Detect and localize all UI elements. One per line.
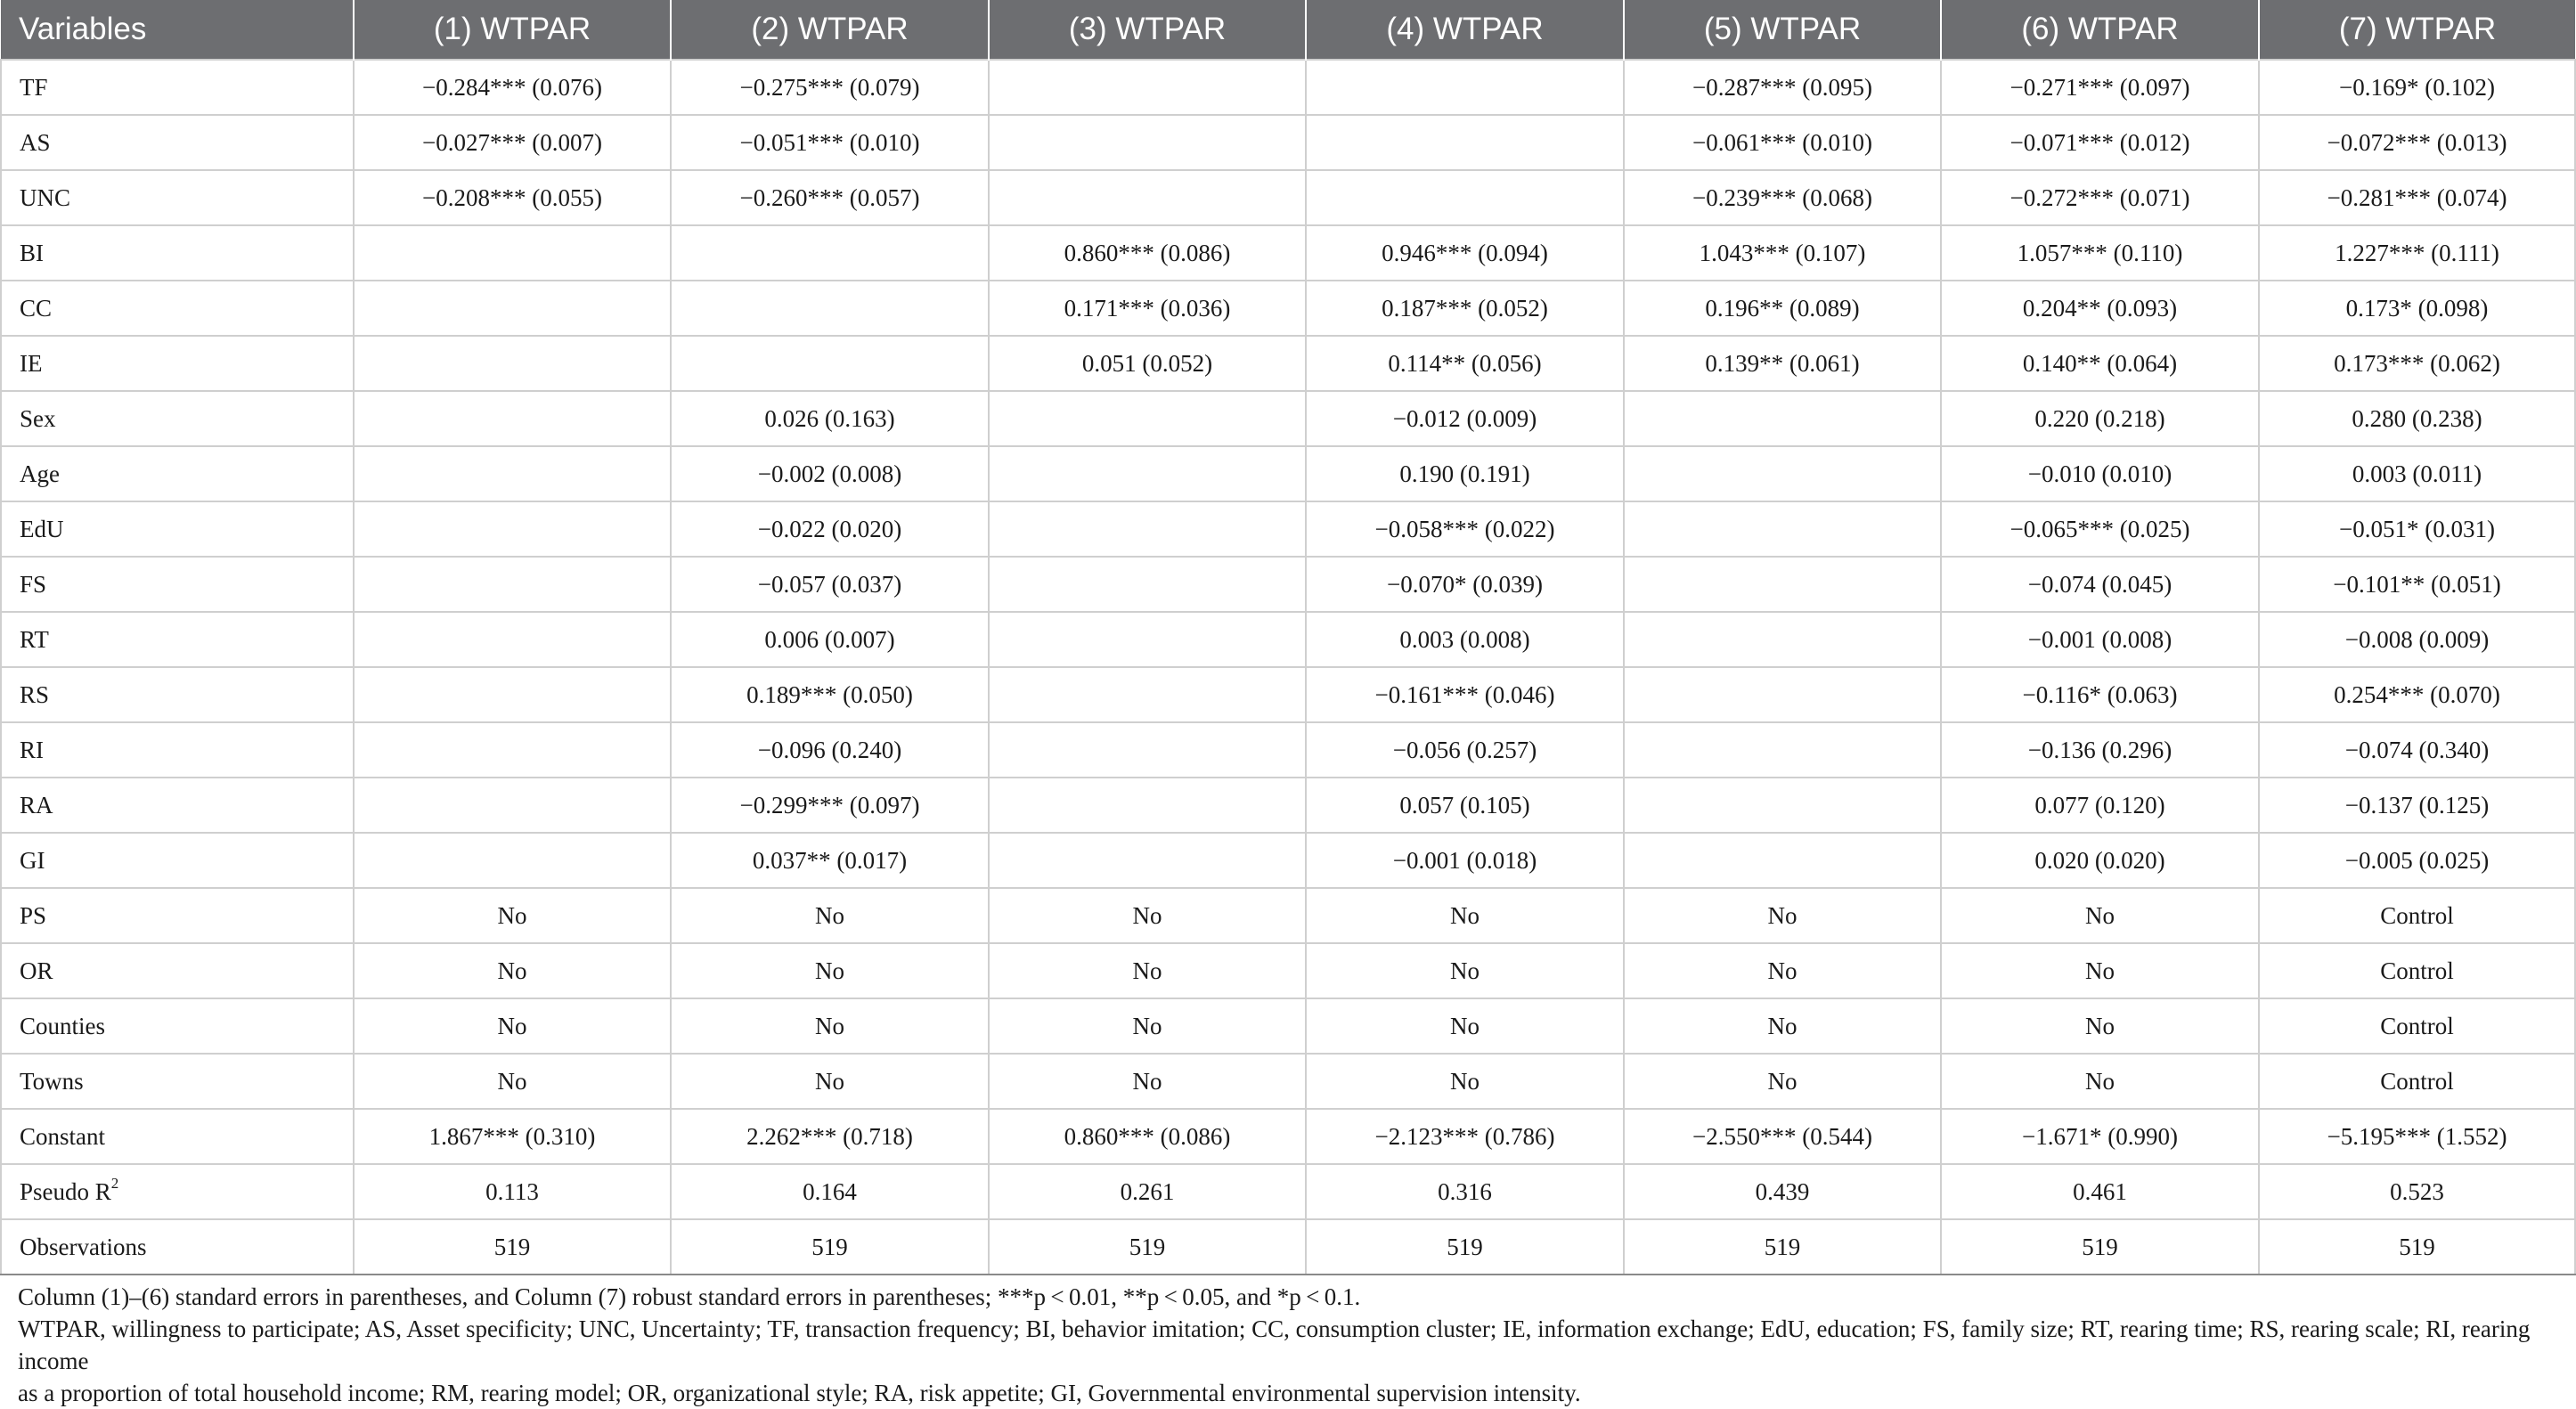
table-cell: 0.860*** (0.086)	[989, 225, 1306, 281]
table-cell: −0.022 (0.020)	[671, 501, 989, 557]
table-cell: No	[1624, 888, 1941, 943]
table-cell: 519	[1624, 1219, 1941, 1275]
table-cell	[989, 60, 1306, 115]
table-cell: 0.187*** (0.052)	[1306, 281, 1624, 336]
table-cell: −0.169* (0.102)	[2259, 60, 2575, 115]
table-cell: 0.204** (0.093)	[1941, 281, 2259, 336]
table-cell	[1624, 501, 1941, 557]
row-variable-label	[1, 557, 354, 612]
variable-name: Counties	[20, 1012, 106, 1039]
table-cell: −0.001 (0.018)	[1306, 833, 1624, 888]
table-cell: Control	[2259, 943, 2575, 998]
table-row	[1, 115, 2575, 170]
header-model-1: (1) WTPAR	[354, 0, 671, 60]
header-variables: Variables	[1, 0, 354, 60]
table-cell: Control	[2259, 998, 2575, 1054]
table-cell	[1624, 446, 1941, 501]
table-cell	[1624, 833, 1941, 888]
variable-name: RI	[20, 736, 44, 763]
table-cell: −0.096 (0.240)	[671, 722, 989, 778]
table-cell: −0.136 (0.296)	[1941, 722, 2259, 778]
table-cell	[989, 833, 1306, 888]
footnote-abbreviations: WTPAR, willingness to participate; AS, Asset specificity; UNC, Uncertainty; TF, transaction frequency; BI, behavior imitation; CC, consumption cluster; IE, information exchange; EdU, education; FS, family size; RT, rearing time; RS, rearing scale; RI, rearing income	[18, 1315, 2531, 1374]
table-cell: 0.114** (0.056)	[1306, 336, 1624, 391]
variable-name: Observations	[20, 1233, 147, 1260]
table-row	[1, 1109, 2575, 1164]
row-variable-label	[1, 60, 354, 115]
table-cell	[354, 557, 671, 612]
table-cell: 1.227*** (0.111)	[2259, 225, 2575, 281]
variable-name: Towns	[20, 1067, 84, 1095]
table-cell: −5.195*** (1.552)	[2259, 1109, 2575, 1164]
table-cell: −0.051* (0.031)	[2259, 501, 2575, 557]
row-variable-label	[1, 1109, 354, 1164]
table-row	[1, 998, 2575, 1054]
table-cell: 0.461	[1941, 1164, 2259, 1219]
table-cell	[354, 446, 671, 501]
row-variable-label	[1, 225, 354, 281]
table-cell	[989, 115, 1306, 170]
table-cell: No	[354, 943, 671, 998]
table-cell: 0.006 (0.007)	[671, 612, 989, 667]
table-cell	[1306, 170, 1624, 225]
table-cell	[1624, 722, 1941, 778]
table-cell: 0.261	[989, 1164, 1306, 1219]
table-cell: −0.065*** (0.025)	[1941, 501, 2259, 557]
table-cell: 519	[354, 1219, 671, 1275]
table-cell: −0.272*** (0.071)	[1941, 170, 2259, 225]
variable-name: PS	[20, 901, 47, 929]
table-row	[1, 667, 2575, 722]
table-body	[1, 60, 2575, 1275]
table-row	[1, 1219, 2575, 1275]
table-cell: No	[354, 998, 671, 1054]
table-cell	[989, 446, 1306, 501]
table-row	[1, 943, 2575, 998]
table-cell: 519	[2259, 1219, 2575, 1275]
table-cell: 519	[1306, 1219, 1624, 1275]
table-cell: 0.051 (0.052)	[989, 336, 1306, 391]
variable-name: Pseudo R	[20, 1177, 111, 1205]
table-cell: 0.220 (0.218)	[1941, 391, 2259, 446]
table-cell: −0.074 (0.340)	[2259, 722, 2575, 778]
footnote-abbreviations-cont: as a proportion of total household income; RM, rearing model; OR, organizational style; RA, risk appetite; GI, Governmental environmental supervision intensity.	[18, 1380, 1581, 1406]
header-model-5: (5) WTPAR	[1624, 0, 1941, 60]
table-cell: −0.260*** (0.057)	[671, 170, 989, 225]
table-cell: −0.074 (0.045)	[1941, 557, 2259, 612]
table-cell: 0.190 (0.191)	[1306, 446, 1624, 501]
table-cell: 0.173* (0.098)	[2259, 281, 2575, 336]
table-cell: −0.056 (0.257)	[1306, 722, 1624, 778]
table-footnotes	[18, 1281, 2565, 1409]
table-cell: 0.164	[671, 1164, 989, 1219]
row-variable-label	[1, 501, 354, 557]
table-cell: No	[671, 888, 989, 943]
table-cell: No	[1306, 943, 1624, 998]
table-cell: 0.140** (0.064)	[1941, 336, 2259, 391]
table-cell: −2.123*** (0.786)	[1306, 1109, 1624, 1164]
table-cell: −0.239*** (0.068)	[1624, 170, 1941, 225]
table-cell: −0.061*** (0.010)	[1624, 115, 1941, 170]
variable-name: Constant	[20, 1122, 106, 1150]
table-row	[1, 722, 2575, 778]
table-cell	[354, 778, 671, 833]
table-cell: −0.008 (0.009)	[2259, 612, 2575, 667]
table-cell	[354, 501, 671, 557]
table-cell	[989, 391, 1306, 446]
table-row	[1, 833, 2575, 888]
variable-name: CC	[20, 294, 53, 322]
table-cell: 0.439	[1624, 1164, 1941, 1219]
table-cell	[1624, 667, 1941, 722]
table-cell: 1.867*** (0.310)	[354, 1109, 671, 1164]
variable-name: IE	[20, 349, 43, 377]
table-cell: No	[1941, 998, 2259, 1054]
table-cell: −0.072*** (0.013)	[2259, 115, 2575, 170]
superscript: 2	[110, 1174, 119, 1192]
row-variable-label	[1, 888, 354, 943]
footnote-significance: Column (1)–(6) standard errors in parentheses, and Column (7) robust standard errors in parentheses; ***p < 0.01, **p < 0.05, and *p < 0.1.	[18, 1283, 1361, 1310]
table-cell: −0.001 (0.008)	[1941, 612, 2259, 667]
table-row	[1, 557, 2575, 612]
table-cell	[354, 722, 671, 778]
table-row	[1, 446, 2575, 501]
table-cell	[989, 170, 1306, 225]
table-cell: No	[671, 998, 989, 1054]
table-cell: −0.275*** (0.079)	[671, 60, 989, 115]
table-cell	[989, 557, 1306, 612]
table-cell	[1624, 778, 1941, 833]
table-row	[1, 225, 2575, 281]
table-cell	[989, 778, 1306, 833]
table-cell	[354, 833, 671, 888]
table-cell: No	[1624, 998, 1941, 1054]
table-row	[1, 612, 2575, 667]
header-model-2: (2) WTPAR	[671, 0, 989, 60]
table-cell: −0.284*** (0.076)	[354, 60, 671, 115]
row-variable-label	[1, 446, 354, 501]
table-cell: No	[1306, 1054, 1624, 1109]
table-cell: −0.208*** (0.055)	[354, 170, 671, 225]
variable-name: RT	[20, 625, 49, 653]
table-cell: −0.002 (0.008)	[671, 446, 989, 501]
table-cell	[671, 225, 989, 281]
table-cell	[354, 667, 671, 722]
table-cell	[354, 336, 671, 391]
table-cell: No	[671, 943, 989, 998]
table-cell	[1306, 115, 1624, 170]
table-cell: −0.057 (0.037)	[671, 557, 989, 612]
table-cell: −1.671* (0.990)	[1941, 1109, 2259, 1164]
row-variable-label	[1, 998, 354, 1054]
table-cell	[354, 612, 671, 667]
table-cell	[989, 612, 1306, 667]
row-variable-label	[1, 943, 354, 998]
table-cell	[1306, 60, 1624, 115]
row-variable-label	[1, 336, 354, 391]
table-cell	[671, 336, 989, 391]
table-cell: 0.077 (0.120)	[1941, 778, 2259, 833]
table-cell: No	[989, 888, 1306, 943]
table-cell: −0.027*** (0.007)	[354, 115, 671, 170]
variable-name: AS	[20, 128, 51, 156]
table-cell: −0.010 (0.010)	[1941, 446, 2259, 501]
table-row	[1, 778, 2575, 833]
table-cell: 0.316	[1306, 1164, 1624, 1219]
table-cell	[989, 722, 1306, 778]
row-variable-label	[1, 778, 354, 833]
row-variable-label	[1, 667, 354, 722]
table-cell: −0.005 (0.025)	[2259, 833, 2575, 888]
table-cell	[671, 281, 989, 336]
row-variable-label	[1, 281, 354, 336]
table-cell	[989, 667, 1306, 722]
table-cell	[1624, 391, 1941, 446]
table-cell: No	[1306, 998, 1624, 1054]
table-cell: No	[1624, 943, 1941, 998]
table-cell: 0.057 (0.105)	[1306, 778, 1624, 833]
table-cell: 0.173*** (0.062)	[2259, 336, 2575, 391]
table-cell: 0.189*** (0.050)	[671, 667, 989, 722]
table-cell: 0.003 (0.011)	[2259, 446, 2575, 501]
table-cell: −0.051*** (0.010)	[671, 115, 989, 170]
table-cell: −0.271*** (0.097)	[1941, 60, 2259, 115]
table-cell: 0.113	[354, 1164, 671, 1219]
table-row	[1, 60, 2575, 115]
table-cell: 0.026 (0.163)	[671, 391, 989, 446]
table-cell: 0.946*** (0.094)	[1306, 225, 1624, 281]
table-cell: 519	[671, 1219, 989, 1275]
table-row	[1, 1054, 2575, 1109]
header-model-3: (3) WTPAR	[989, 0, 1306, 60]
table-cell: 2.262*** (0.718)	[671, 1109, 989, 1164]
header-model-6: (6) WTPAR	[1941, 0, 2259, 60]
table-cell	[989, 501, 1306, 557]
table-cell: 0.003 (0.008)	[1306, 612, 1624, 667]
variable-name: Sex	[20, 404, 56, 432]
table-cell	[1624, 612, 1941, 667]
row-variable-label	[1, 391, 354, 446]
variable-name: OR	[20, 957, 53, 984]
table-cell: 519	[1941, 1219, 2259, 1275]
table-row	[1, 501, 2575, 557]
table-cell: −0.137 (0.125)	[2259, 778, 2575, 833]
table-cell: 0.020 (0.020)	[1941, 833, 2259, 888]
table-cell: No	[1941, 1054, 2259, 1109]
table-cell: No	[1624, 1054, 1941, 1109]
table-cell: 0.171*** (0.036)	[989, 281, 1306, 336]
table-row	[1, 391, 2575, 446]
table-cell: 0.280 (0.238)	[2259, 391, 2575, 446]
table-cell: −0.299*** (0.097)	[671, 778, 989, 833]
header-model-7: (7) WTPAR	[2259, 0, 2575, 60]
row-variable-label	[1, 1164, 354, 1219]
variable-name: RA	[20, 791, 53, 819]
row-variable-label	[1, 1219, 354, 1275]
table-header-row	[1, 0, 2575, 60]
table-cell: 1.057*** (0.110)	[1941, 225, 2259, 281]
table-cell: Control	[2259, 888, 2575, 943]
table-cell: No	[671, 1054, 989, 1109]
table-cell: 0.523	[2259, 1164, 2575, 1219]
table-cell: 0.254*** (0.070)	[2259, 667, 2575, 722]
row-variable-label	[1, 170, 354, 225]
table-cell: No	[989, 943, 1306, 998]
table-cell: No	[1306, 888, 1624, 943]
table-cell: −0.012 (0.009)	[1306, 391, 1624, 446]
table-cell: −0.070* (0.039)	[1306, 557, 1624, 612]
table-cell: 519	[989, 1219, 1306, 1275]
table-cell: 0.139** (0.061)	[1624, 336, 1941, 391]
row-variable-label	[1, 722, 354, 778]
table-cell	[354, 391, 671, 446]
table-cell: No	[354, 1054, 671, 1109]
variable-name: RS	[20, 680, 50, 708]
row-variable-label	[1, 833, 354, 888]
table-cell: 0.196** (0.089)	[1624, 281, 1941, 336]
row-variable-label	[1, 1054, 354, 1109]
table-row	[1, 170, 2575, 225]
variable-name: EdU	[20, 515, 64, 542]
variable-name: Age	[20, 460, 60, 487]
table-row	[1, 336, 2575, 391]
row-variable-label	[1, 612, 354, 667]
table-cell: No	[1941, 888, 2259, 943]
table-cell: No	[989, 998, 1306, 1054]
table-cell: −2.550*** (0.544)	[1624, 1109, 1941, 1164]
table-cell: No	[989, 1054, 1306, 1109]
variable-name: FS	[20, 570, 47, 598]
table-cell	[354, 225, 671, 281]
table-cell: −0.281*** (0.074)	[2259, 170, 2575, 225]
variable-name: BI	[20, 239, 44, 266]
table-cell: No	[354, 888, 671, 943]
table-cell: −0.287*** (0.095)	[1624, 60, 1941, 115]
table-cell: −0.071*** (0.012)	[1941, 115, 2259, 170]
table-cell: −0.161*** (0.046)	[1306, 667, 1624, 722]
table-row	[1, 281, 2575, 336]
table-row	[1, 1164, 2575, 1219]
table-cell	[354, 281, 671, 336]
table-cell: −0.058*** (0.022)	[1306, 501, 1624, 557]
row-variable-label	[1, 115, 354, 170]
table-cell: Control	[2259, 1054, 2575, 1109]
table-row	[1, 888, 2575, 943]
table-cell: −0.116* (0.063)	[1941, 667, 2259, 722]
header-model-4: (4) WTPAR	[1306, 0, 1624, 60]
table-cell: No	[1941, 943, 2259, 998]
table-cell: 1.043*** (0.107)	[1624, 225, 1941, 281]
table-cell: 0.037** (0.017)	[671, 833, 989, 888]
table-cell	[1624, 557, 1941, 612]
variable-name: UNC	[20, 183, 71, 211]
variable-name: TF	[20, 73, 48, 101]
table-cell: 0.860*** (0.086)	[989, 1109, 1306, 1164]
table-cell: −0.101** (0.051)	[2259, 557, 2575, 612]
variable-name: GI	[20, 846, 45, 874]
